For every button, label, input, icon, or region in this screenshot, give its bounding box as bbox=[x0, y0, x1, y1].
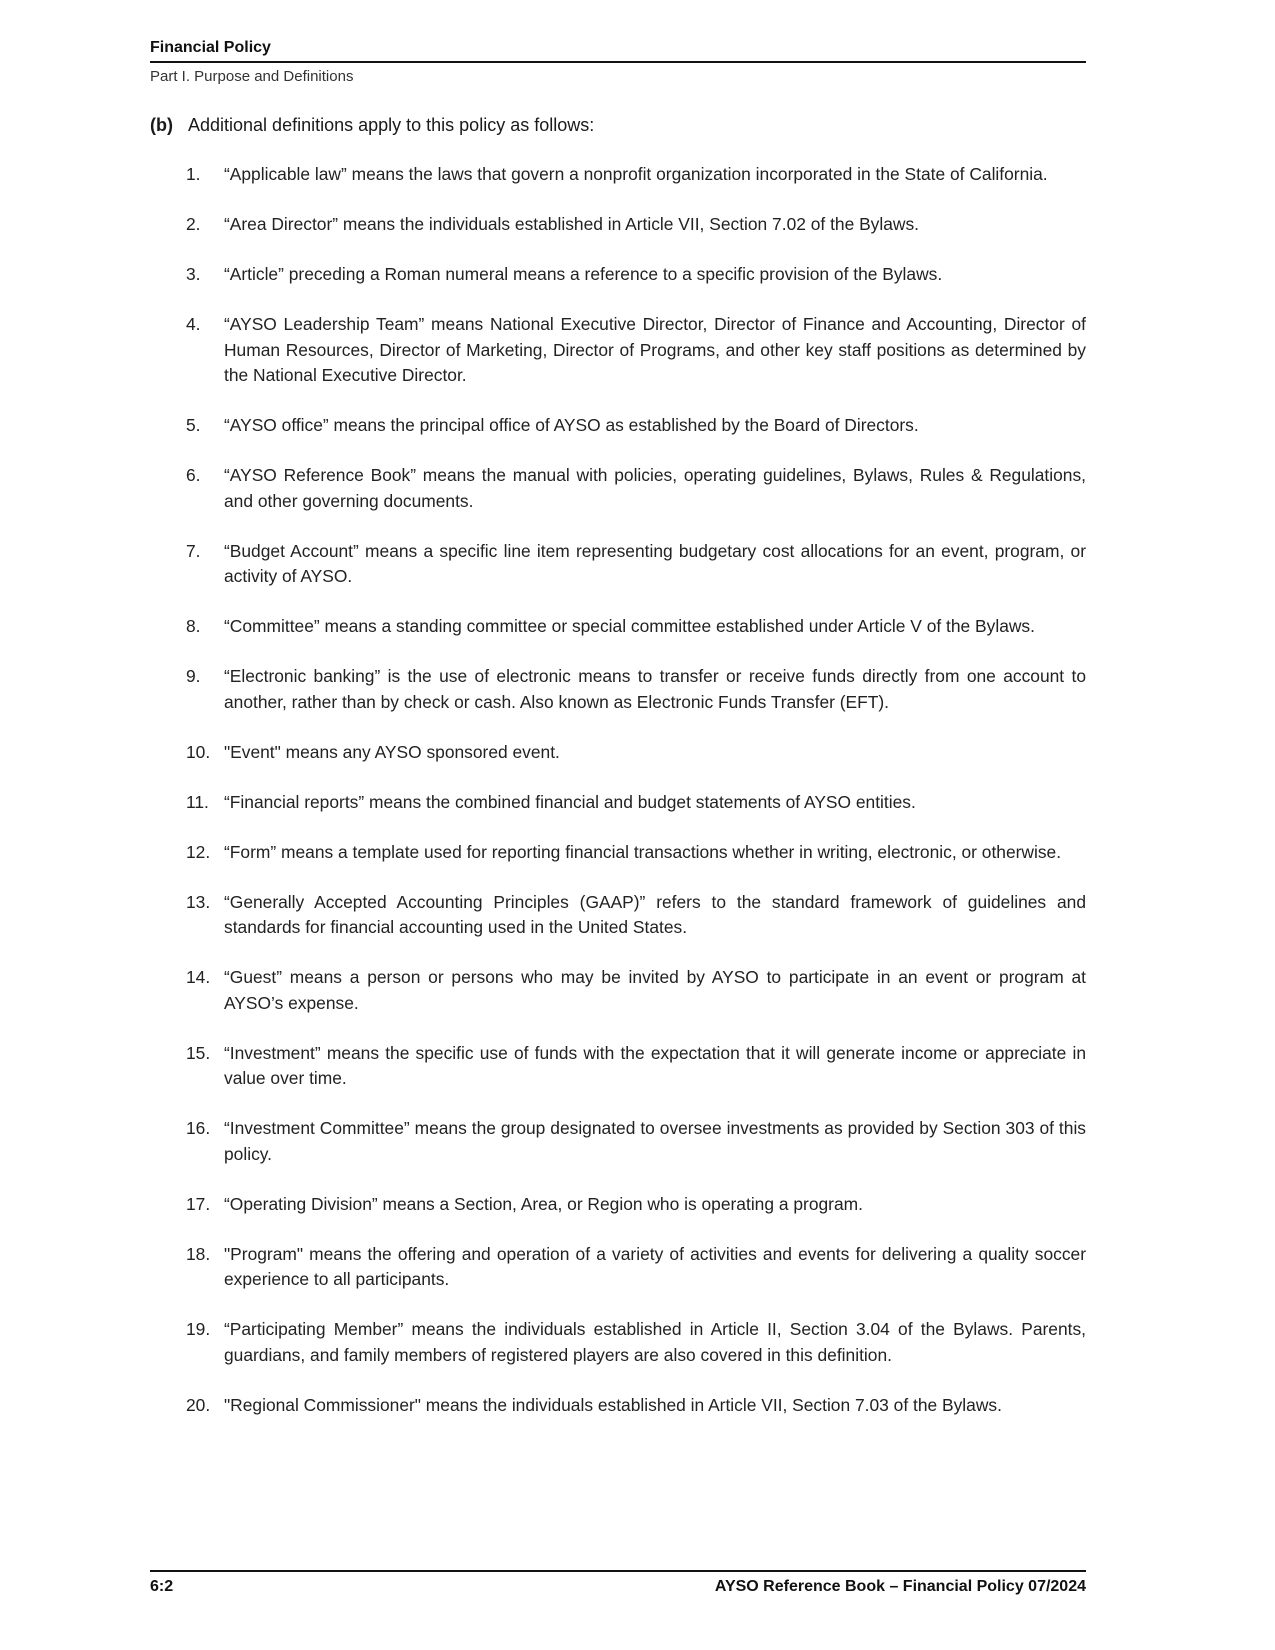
list-item bbox=[186, 1041, 1086, 1092]
list-item bbox=[186, 664, 1086, 715]
list-item-number: 13. bbox=[186, 891, 211, 912]
list-item-number: 19. bbox=[186, 1319, 211, 1339]
list-item-text: “Budget Account” means a specific line item representing budgetary cost allocations for an event, program, or activity of AYSO. bbox=[224, 540, 1086, 586]
definitions-list bbox=[186, 162, 1086, 1443]
list-item-text: “Committee” means a standing committee or special committee established under Article V of the Bylaws. bbox=[224, 616, 1035, 636]
list-item-text: “Financial reports” means the combined financial and budget statements of AYSO entities. bbox=[224, 791, 916, 812]
list-item bbox=[186, 312, 1086, 389]
list-item-number: 2. bbox=[186, 214, 201, 234]
list-item-text: “Investment” means the specific use of funds with the expectation that it will generate income or appreciate in value over time. bbox=[224, 1042, 1086, 1088]
list-item-number: 7. bbox=[186, 540, 201, 561]
list-item-number: 18. bbox=[186, 1243, 211, 1264]
list-item-text: “Generally Accepted Accounting Principles (GAAP)” refers to the standard framework of guidelines and standards for financial accounting used in the United States. bbox=[224, 891, 1086, 937]
header-title: Financial Policy bbox=[150, 38, 1086, 63]
list-item-text: "Event" means any AYSO sponsored event. bbox=[224, 741, 560, 762]
page-header bbox=[150, 38, 1086, 87]
header-subtitle: Part I. Purpose and Definitions bbox=[150, 68, 354, 85]
page-footer bbox=[150, 1570, 1086, 1597]
list-item bbox=[186, 614, 1086, 640]
list-item bbox=[186, 965, 1086, 1016]
list-item-number: 14. bbox=[186, 967, 211, 987]
list-item-number: 1. bbox=[186, 164, 201, 184]
list-item-text: “AYSO office” means the principal office of AYSO as established by the Board of Directors. bbox=[224, 415, 919, 435]
section-intro bbox=[150, 113, 1086, 138]
list-item bbox=[186, 413, 1086, 439]
list-item bbox=[186, 740, 1086, 766]
list-item-text: "Regional Commissioner" means the individuals established in Article VII, Section 7.03 of the Bylaws. bbox=[224, 1394, 1002, 1415]
list-item-text: “AYSO Leadership Team” means National Executive Director, Director of Finance and Accounting, Director of Human Resources, Director of Marketing, Director of Programs, and other key staff positions as determined by the National Executive Director. bbox=[224, 314, 1086, 385]
section-intro-text: Additional definitions apply to this policy as follows: bbox=[188, 115, 595, 135]
list-item-text: “Investment Committee” means the group designated to oversee investments as provided by Section 303 of this policy. bbox=[224, 1118, 1086, 1164]
list-item-text: “Participating Member” means the individuals established in Article II, Section 3.04 of the Bylaws. Parents, guardians, and family members of registered players are also covered in this definition. bbox=[224, 1319, 1086, 1365]
list-item-text: “Guest” means a person or persons who may be invited by AYSO to participate in an event or program at AYSO’s expense. bbox=[224, 967, 1086, 1013]
list-item-number: 4. bbox=[186, 314, 201, 334]
list-item-number: 5. bbox=[186, 415, 201, 435]
list-item-text: “Applicable law” means the laws that govern a nonprofit organization incorporated in the State of California. bbox=[224, 164, 1048, 184]
list-item bbox=[186, 539, 1086, 590]
footer-reference: AYSO Reference Book – Financial Policy 07/2024 bbox=[714, 1578, 1086, 1595]
list-item-number: 15. bbox=[186, 1042, 211, 1063]
list-item-number: 9. bbox=[186, 666, 201, 686]
list-item-number: 8. bbox=[186, 616, 201, 636]
list-item-number: 17. bbox=[186, 1193, 211, 1214]
list-item bbox=[186, 840, 1086, 866]
list-item bbox=[186, 1242, 1086, 1293]
list-item-number: 3. bbox=[186, 264, 201, 284]
list-item bbox=[186, 212, 1086, 238]
list-item-text: “Form” means a template used for reporting financial transactions whether in writing, electronic, or otherwise. bbox=[224, 841, 1062, 862]
list-item-text: "Program" means the offering and operation of a variety of activities and events for delivering a quality soccer experience to all participants. bbox=[224, 1243, 1086, 1289]
list-item-text: “AYSO Reference Book” means the manual with policies, operating guidelines, Bylaws, Rules & Regulations, and other governing documents. bbox=[224, 465, 1086, 511]
list-item-number: 12. bbox=[186, 841, 211, 862]
list-item bbox=[186, 890, 1086, 941]
list-item-number: 10. bbox=[186, 741, 211, 762]
list-item bbox=[186, 1116, 1086, 1167]
section-label: (b) bbox=[150, 115, 173, 135]
list-item-text: “Electronic banking” is the use of electronic means to transfer or receive funds directly from one account to another, rather than by check or cash. Also known as Electronic Funds Transfer (EFT). bbox=[224, 666, 1086, 712]
list-item-number: 11. bbox=[186, 791, 209, 812]
list-item-text: “Area Director” means the individuals established in Article VII, Section 7.02 of the Bylaws. bbox=[224, 214, 919, 234]
list-item bbox=[186, 1317, 1086, 1368]
list-item bbox=[186, 262, 1086, 288]
list-item-number: 16. bbox=[186, 1118, 211, 1138]
list-item-text: “Article” preceding a Roman numeral means a reference to a specific provision of the Bylaws. bbox=[224, 264, 943, 284]
list-item-number: 20. bbox=[186, 1394, 211, 1415]
list-item-number: 6. bbox=[186, 465, 201, 485]
list-item bbox=[186, 463, 1086, 514]
list-item bbox=[186, 790, 1086, 816]
list-item-text: “Operating Division” means a Section, Area, or Region who is operating a program. bbox=[224, 1193, 863, 1214]
footer-page-number: 6:2 bbox=[150, 1578, 174, 1595]
list-item bbox=[186, 1192, 1086, 1218]
list-item bbox=[186, 162, 1086, 188]
list-item bbox=[186, 1393, 1086, 1419]
